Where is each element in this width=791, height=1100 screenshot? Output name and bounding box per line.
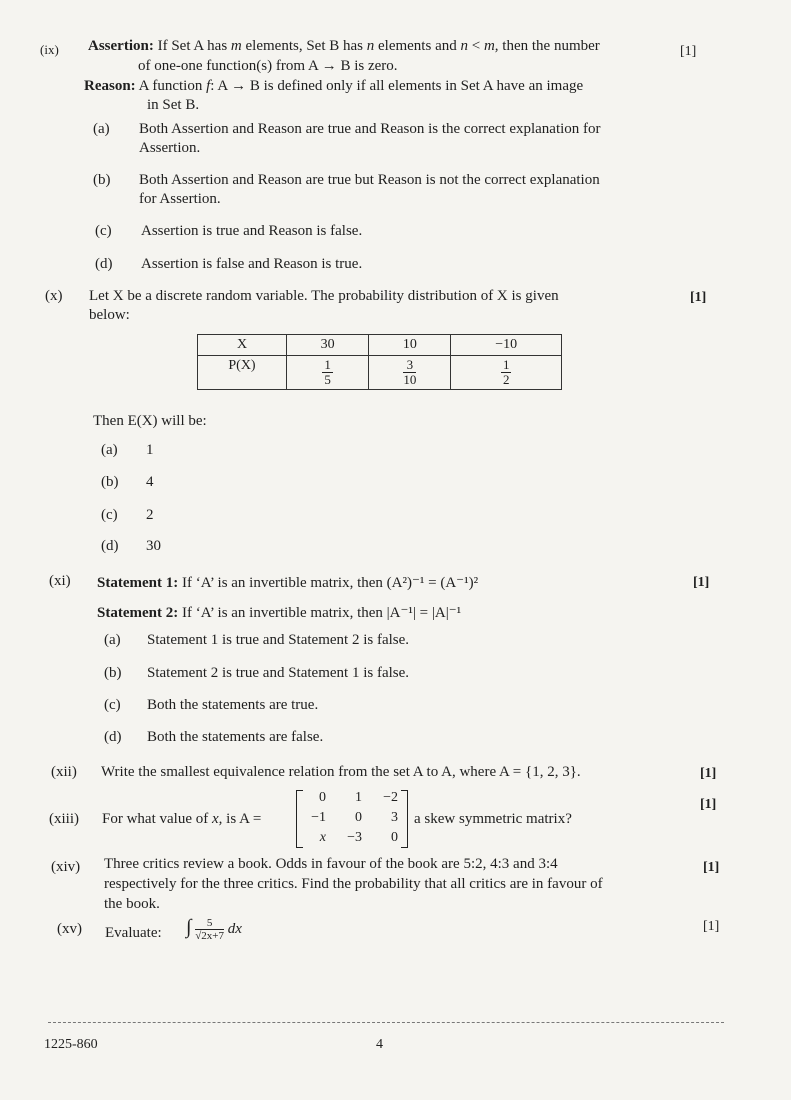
statement1-label: Statement 1: bbox=[97, 575, 179, 591]
q14-number: (xiv) bbox=[51, 859, 81, 875]
q10-option-b-text: 4 bbox=[146, 474, 154, 490]
reason-text-b: : A → B is defined only if all elements in Set A have an image bbox=[210, 78, 584, 94]
statement2-text: If ‘A’ is an invertible matrix, then |A⁻¹| = |A|⁻¹ bbox=[181, 605, 462, 621]
table-cell bbox=[287, 356, 369, 390]
table-row bbox=[198, 335, 562, 356]
reason-label: Reason: bbox=[84, 78, 136, 94]
table-cell: 30 bbox=[287, 335, 369, 356]
q14-line2: respectively for the three critics. Find the probability that all critics are in favour of bbox=[104, 876, 603, 892]
fraction-num: 5 bbox=[195, 917, 224, 930]
q9-reason bbox=[84, 78, 583, 95]
assertion-text-a: If Set A has bbox=[157, 38, 228, 54]
fraction bbox=[403, 358, 416, 387]
matrix-cell: 0 bbox=[391, 830, 398, 845]
q9-option-c-text: Assertion is true and Reason is false. bbox=[141, 223, 363, 239]
var-m-2: m, bbox=[483, 38, 499, 54]
q11-option-b-text: Statement 2 is true and Statement 1 is false. bbox=[147, 665, 410, 681]
q10-then: Then E(X) will be: bbox=[93, 413, 207, 429]
assertion-text-b: elements, Set B has bbox=[245, 38, 363, 54]
q9-number: (ix) bbox=[40, 42, 59, 57]
q10-line1: Let X be a discrete random variable. The probability distribution of X is given bbox=[89, 288, 559, 304]
table-cell bbox=[451, 356, 562, 390]
matrix-cell: −1 bbox=[311, 810, 326, 825]
q10-option-b-label: (b) bbox=[101, 474, 119, 490]
q13-pre: For what value of bbox=[102, 811, 209, 827]
q13-text bbox=[102, 811, 261, 828]
q11-option-d-text: Both the statements are false. bbox=[147, 729, 324, 745]
matrix-cell: x bbox=[319, 830, 326, 845]
q10-option-c-text: 2 bbox=[146, 507, 154, 523]
var-f: f bbox=[206, 78, 211, 94]
q9-option-a-line2: Assertion. bbox=[139, 140, 201, 156]
table-cell bbox=[369, 356, 451, 390]
probability-table bbox=[197, 334, 562, 390]
q11-option-b-label: (b) bbox=[104, 665, 122, 681]
q11-option-c-label: (c) bbox=[104, 697, 121, 713]
matrix-cell: −3 bbox=[347, 830, 362, 845]
matrix-cell: 0 bbox=[319, 790, 326, 805]
q10-option-d-label: (d) bbox=[101, 538, 119, 554]
q14-mark: [1] bbox=[703, 860, 720, 875]
q10-option-a-label: (a) bbox=[101, 442, 118, 458]
less-than: < bbox=[471, 38, 481, 54]
fraction bbox=[322, 358, 333, 387]
q9-option-b-line2: for Assertion. bbox=[139, 191, 221, 207]
q13-mid: is A = bbox=[226, 811, 262, 827]
statement1-text: If ‘A’ is an invertible matrix, then (A²)⁻¹ = (A⁻¹)² bbox=[181, 575, 479, 591]
fraction-den: 5 bbox=[324, 372, 331, 387]
dx: dx bbox=[227, 921, 242, 937]
var-m: m bbox=[230, 38, 242, 54]
reason-line-2: in Set B. bbox=[147, 97, 200, 113]
q10-line2: below: bbox=[89, 307, 130, 323]
fraction-den: 2 bbox=[502, 372, 510, 387]
matrix-cell: 3 bbox=[391, 810, 398, 825]
q13-number: (xiii) bbox=[49, 811, 79, 827]
reason-text-a: A function bbox=[138, 78, 203, 94]
assertion-label: Assertion: bbox=[88, 38, 154, 54]
assertion-text-d: then the number bbox=[502, 38, 600, 54]
var-n-2: n bbox=[460, 38, 468, 54]
statement2-label: Statement 2: bbox=[97, 605, 179, 621]
q11-option-a-text: Statement 1 is true and Statement 2 is false. bbox=[147, 632, 410, 648]
var-n: n bbox=[366, 38, 375, 54]
q12-mark: [1] bbox=[700, 766, 717, 781]
fraction-num: 1 bbox=[502, 357, 510, 372]
q12-number: (xii) bbox=[51, 764, 77, 780]
q15-integral bbox=[186, 916, 242, 942]
q10-option-d-text: 30 bbox=[146, 538, 161, 554]
q13-post: a skew symmetric matrix? bbox=[414, 811, 572, 827]
table-row bbox=[198, 356, 562, 390]
matrix-cell: −2 bbox=[383, 790, 398, 805]
footer-divider bbox=[48, 1022, 724, 1023]
q11-statement1 bbox=[97, 573, 478, 592]
right-bracket bbox=[401, 790, 408, 848]
q14-line3: the book. bbox=[104, 896, 160, 912]
table-cell: 10 bbox=[369, 335, 451, 356]
q11-number: (xi) bbox=[49, 573, 71, 589]
matrix bbox=[296, 790, 408, 848]
q10-option-c-label: (c) bbox=[101, 507, 118, 523]
q10-number: (x) bbox=[45, 288, 63, 304]
table-cell: −10 bbox=[451, 335, 562, 356]
q10-option-a-text: 1 bbox=[146, 442, 154, 458]
q14-line1: Three critics review a book. Odds in favour of the book are 5:2, 4:3 and 3:4 bbox=[104, 856, 558, 872]
fraction-den: 10 bbox=[403, 372, 417, 387]
q9-option-b-line1: Both Assertion and Reason are true but Reason is not the correct explanation bbox=[139, 172, 600, 188]
footer-code: 1225-860 bbox=[44, 1037, 98, 1052]
q9-option-a-line1: Both Assertion and Reason are true and Reason is the correct explanation for bbox=[139, 121, 601, 137]
q11-statement2 bbox=[97, 603, 461, 622]
q9-assertion bbox=[88, 38, 600, 55]
q10-mark: [1] bbox=[690, 290, 707, 305]
fraction bbox=[501, 358, 512, 387]
q15-number: (xv) bbox=[57, 921, 82, 937]
integrand-fraction bbox=[195, 917, 224, 942]
q9-option-a-label: (a) bbox=[93, 121, 110, 137]
integral-sign: ∫ bbox=[186, 916, 192, 938]
fraction-num: 1 bbox=[324, 357, 331, 372]
q15-mark: [1] bbox=[703, 919, 720, 934]
table-cell: X bbox=[198, 335, 287, 356]
fraction-den: √2x+7 bbox=[195, 930, 224, 943]
q11-option-d-label: (d) bbox=[104, 729, 122, 745]
page-number: 4 bbox=[376, 1037, 383, 1052]
q12-text: Write the smallest equivalence relation from the set A to A, where A = {1, 2, 3}. bbox=[101, 764, 581, 780]
q9-option-d-text: Assertion is false and Reason is true. bbox=[141, 256, 363, 272]
q9-mark: [1] bbox=[680, 44, 697, 59]
q13-mark: [1] bbox=[700, 797, 717, 812]
q11-option-c-text: Both the statements are true. bbox=[147, 697, 319, 713]
assertion-line-2: of one-one function(s) from A → B is zero. bbox=[138, 58, 398, 74]
var-x: x, bbox=[211, 811, 223, 827]
q15-text: Evaluate: bbox=[105, 925, 162, 941]
q11-option-a-label: (a) bbox=[104, 632, 121, 648]
fraction-num: 3 bbox=[403, 358, 416, 373]
q9-option-c-label: (c) bbox=[95, 223, 112, 239]
table-cell: P(X) bbox=[198, 356, 287, 390]
matrix-cell: 0 bbox=[355, 810, 362, 825]
q9-option-d-label: (d) bbox=[95, 256, 113, 272]
matrix-cell: 1 bbox=[355, 790, 362, 805]
q11-mark: [1] bbox=[693, 575, 710, 590]
q9-option-b-label: (b) bbox=[93, 172, 111, 188]
assertion-text-c: elements and bbox=[378, 38, 457, 54]
